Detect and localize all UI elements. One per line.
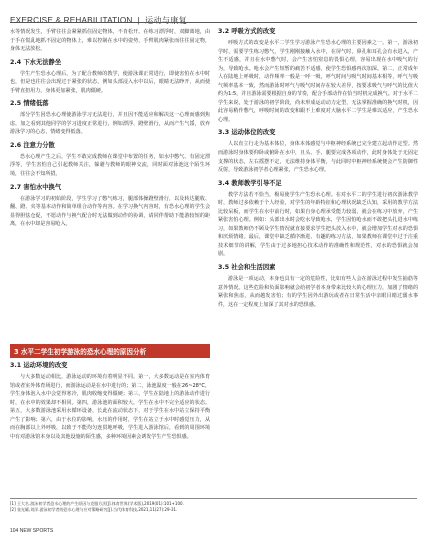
header-section-label: EXERCISE & REHABILITATION: [10, 16, 133, 25]
paragraph-3-3: 人以直立行走为基本体位，身体本体感觉与中枢神经系统已完全建立起动作定型。然而游泳时身体要仰卧或俯卧在水中，且头、手、腿要完成各项动作，此时身体处于无固定支撑的状态，左右摇摆不定，无法维持身体平衡，与此同时中枢神经系统便会产生防御性反射，导致游泳初学者心理紧张，产生恐水心理。: [218, 141, 418, 174]
paragraph-3-5: 游泳是一项运动，本身也具有一定的危险性，比如有些人会在游泳过程中发生抽筋等意外情况。这些危险和负面影响就会给初学者本身带来比较大的心理压力，加剧了情绪的紧张和焦虑，从而越发害怕；有的学生因外出游玩或者在日常生活中亲眼目睹过溺水事件，这在一定程度上加深了其对水的恐惧感。: [218, 276, 418, 308]
paragraph-2-5: 部分学生因恐水心理使游泳学习无法进行，并且因不能适应和解决这一心理而感到焦虑，加之看到其他同学的学习进度正常进行，例如漂浮、蹬壁滑行，从而产生气馁，放弃游泳学习的心态，情绪变得低落。: [10, 112, 210, 136]
paragraph-2-7: 在游泳学习的初始阶段，学生学习了憋气练习，腿部体操蹬壁滑行，以及转达腿收、翻、蹬、夹等基本动作和简单组合动作等内容。在学习换气内容时，有恐水心理的学生会显得胆怯仓促，不愿动作与换气配合时无法做到动作的协调，请同伴帮助下能游较短的距离，在水中却是容易呛入。: [10, 195, 210, 228]
footnote-1: [1] 王大名.游泳初学者恐水心理的产生原因与克服方法[J].体育世界(学术版),2019(01):101+100.: [10, 501, 184, 506]
running-header: [10, 8, 417, 25]
paragraph-3-4: 教学方法若不恰当，极易使学生产生恐水心理。在对水平二的学生进行初次游泳教学时，教师过多依赖于个人经验，对学生的年龄特征和心理状况缺乏认知，采用的教学方法比较呆板，而学生在水中前行时，如果自身心理承受能力较弱，就会在练习中放弃，产生紧张害怕心理。例如：头部出水时会吃水导致呛水，学生因怕呛水而不敢把头扎进水中练习，如果教师仍不顾及学生情况就直接要求学生把头放入水中，就会增加学生对水的恐惧和厌烦情绪。最后，课堂中缺乏循序渐进、有趣的练习方法，如果教师在课堂中过于注重技术细节的讲解，学生由于过多地担心技术动作的准确性和规范性，对水的恐惧就会加剧。: [218, 191, 418, 258]
heading-3-5: 3.5 社会和生活因素: [218, 264, 276, 272]
paragraph-2-4: 学生产生恐水心理后，为了配合教师的教学，使游泳课正常进行，即使害怕在水中时也，但是也往往会出现过于紧张的状态，例如头部浸入水中以后，眼睛无法睁开，从而使手臂直扭用力，身体更加紧张，肌肉僵硬。: [10, 70, 210, 94]
header-separator: |: [137, 16, 140, 25]
paragraph-2-6: 恐水心理产生之后，学生不敢完成教师在课堂中布置的任务，如水中憋气、有固定漂浮等，学生害怕自己引起教师关注，躲避与教师的眼神交流，同时面对泳池这个陌生环境，往往会不知所措。: [10, 153, 210, 178]
heading-2-5: 2.5 情绪低落: [10, 100, 49, 108]
header-section-label-cn: 运动与康复: [145, 16, 187, 25]
page-number: 104: [10, 528, 19, 534]
footnotes: [10, 498, 417, 513]
paragraph-3-1: 与大多数运动相比，游泳运动的环境有着明显不同。第一，大多数运动是在室内体育馆或者室外体育场进行，而游泳运动是在水中进行的；第二，泳池温度一般在26~28°C，学生身体泡入水中会觉得寒冷，肌肉收缩变得僵硬；第三，学生在陆地上的游泳动作进行时，在水中的效果却不相同。第四，游泳池的面积较大，学生在水中不完全适应的状态。第五，大多数游泳池采用水循环设备，长此在流动状态下，对于学生在水中站立保持平衡产生了影响；第六，由于水位的影响，水压的作用时，学生在站立于水中时感觉压力，从而在胸部以上外呼吸，以致于不能均匀连贯地呼吸，学生进入游泳馆后，看到的周围环境中有对游泳馆本身以及其他设施的陌生感，多种环境因素会诱发学生产生恐惧感。: [10, 374, 210, 440]
heading-3-2: 3.2 呼吸方式的改变: [218, 28, 276, 35]
paragraph-3-2: 呼吸方式的改变是水平二学生学习游泳产生恐水心理的主要因素之一。第一，游泳初学时，需要学生练习憋气，学生刚刚接触入水中，在屏气时，鼻孔和耳孔会有水进入，产生不适感，并且在水中憋气时，会产生害怕窒息的畏惧心理，容易出现在水中吸气的行为，导致呛水。呛水会产生短暂的痛苦不适感，使学生恐惧感再次加深。第二，正常成年人在陆地上呼吸时，动作频率一般是一呼一吸，呼气时间与吸气时间基本相等，呼气与吸气频率基本一致，然而游泳时呼气与吸气时间存在较大差异，按要求吸气与呼气的比值大约为1:5，并且游泳需要根据自身的节奏，配合手部动作在恰当时机完成换气。对于水平二学生来说，处于游泳的初学阶段，尚未形成运动动力定型，无法掌握准确的换气时机，因此容易稍作憋气，呼吸时间的改变和跟不上难度对大脑水平二学生是难以适应，产生恐水心理。: [218, 40, 418, 123]
header-rule: [10, 22, 417, 23]
heading-3-4: 3.4 教师教学引导不足: [218, 179, 282, 187]
footnote-2: [2] 张光耀,刘洋.游泳初学者的恐水心理与应对策略研究[J].当代体育科技,2021,11(27):29-31.: [10, 507, 178, 512]
right-column: [218, 28, 418, 309]
heading-2-4: 2.4 下水无法静坐: [10, 58, 62, 66]
left-column-lower: [10, 362, 210, 441]
intro-paragraph: 水等情况发生，手臂往往会紧紧抓住固定物体，不肯松开。在练习漂浮时，双脚离地，由于手在慌乱地抓不固定的物体上，难以控制在水中的姿势，手臂肌肉紧张而往往固定物，身体无法放松。: [10, 29, 210, 53]
heading-2-7: 2.7 害怕水中换气: [10, 183, 62, 191]
page-footer: [10, 528, 53, 534]
journal-brand: NEW SPORTS: [19, 528, 54, 534]
section-3-banner: [10, 344, 210, 358]
heading-2-6: 2.6 注意力分散: [10, 141, 55, 149]
left-column: [10, 28, 210, 229]
heading-3-1: 3.1 运动环境的改变: [10, 362, 68, 369]
section-3-title: 3 水平二学生初学游泳的恐水心理的原因分析: [14, 348, 147, 356]
heading-3-3: 3.3 运动体位的改变: [218, 129, 276, 137]
